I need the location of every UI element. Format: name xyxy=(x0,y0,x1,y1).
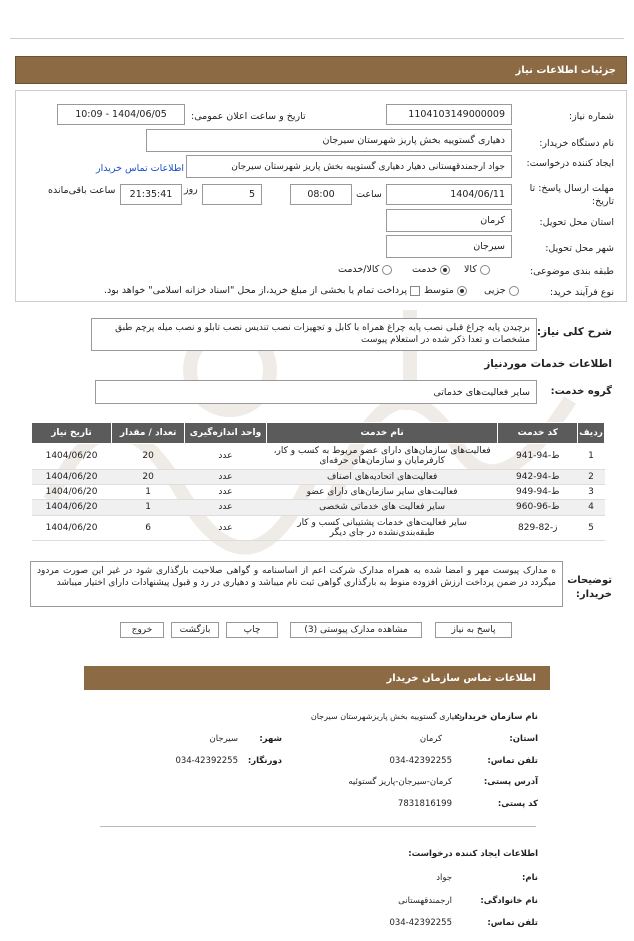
creator-phone-label: تلفن تماس: xyxy=(487,918,538,928)
cell-code: ط-94-942 xyxy=(498,469,578,484)
deadline-time-field: 08:00 xyxy=(290,184,352,205)
cell-qty: 6 xyxy=(112,515,185,541)
province-field: کرمان xyxy=(386,209,512,232)
category-label: طبقه بندی موضوعی: xyxy=(529,266,614,277)
contact-address-value: کرمان-سیرجان-پاریز گستوئیه xyxy=(348,777,452,787)
col-qty: تعداد / مقدار xyxy=(112,423,185,444)
cell-code: ط-96-960 xyxy=(498,500,578,515)
cell-name: سایر فعالیت‌های خدمات پشتیبانی کسب و کار طبقه‌بندی‌نشده در جای دیگر xyxy=(266,515,498,541)
page-header xyxy=(15,56,627,84)
contact-fax-value: 034-42392255 xyxy=(175,756,238,766)
col-unit: واحد اندازه‌گیری xyxy=(185,423,267,444)
buyer-notes-field: ه مدارک پیوست مهر و امضا شده به همراه مدارک شرکت اعم از اساسنامه و گواهی صلاحیت بارگذاری شود در غیر این صورت مردود میگردد در ضمن پرداخت ارزش افزوده منوط به بارگذاری گواهی ثبت نام میباشد و دهیاری در رد و قبول پیشنهادات دارای اختیار میباشد xyxy=(30,561,563,607)
contact-city-label: شهر: xyxy=(259,734,282,744)
cell-idx: 3 xyxy=(578,485,605,500)
services-table xyxy=(31,422,605,541)
creator-family-value: ارجمندقهستانی xyxy=(398,896,452,906)
cell-name: فعالیت‌های سازمان‌های دارای عضو مربوط به کسب و کار، کارفرمایان و سازمان‌های حرفه‌ای xyxy=(266,444,498,470)
cell-date: 1404/06/20 xyxy=(32,444,112,470)
page-title: جزئیات اطلاعات نیاز xyxy=(515,64,616,76)
process-option-minor[interactable]: جزیی xyxy=(484,285,519,296)
process-label: نوع فرآیند خرید: xyxy=(549,287,614,298)
service-group-field: سایر فعالیت‌های خدماتی xyxy=(95,380,537,404)
table-header-row xyxy=(32,423,605,444)
creator-phone-value: 034-42392255 xyxy=(389,918,452,928)
radio-goods[interactable] xyxy=(480,265,490,275)
col-code: کد خدمت xyxy=(498,423,578,444)
creator-name-label: نام: xyxy=(521,873,538,883)
table-row xyxy=(32,515,605,541)
cell-date: 1404/06/20 xyxy=(32,500,112,515)
cell-qty: 20 xyxy=(112,444,185,470)
buyer-notes-label: توضیحات خریدار: xyxy=(567,575,612,600)
buyer-org-field: دهیاری گستوییه بخش پاریز شهرستان سیرجان xyxy=(146,129,512,152)
table-row xyxy=(32,469,605,484)
top-divider xyxy=(10,38,624,39)
cell-unit: عدد xyxy=(185,469,267,484)
contact-postal-value: 7831816199 xyxy=(397,799,452,809)
back-button[interactable]: بازگشت xyxy=(171,622,219,638)
col-date: تاریخ نیاز xyxy=(32,423,112,444)
contact-divider xyxy=(100,826,536,827)
cell-idx: 1 xyxy=(578,444,605,470)
buyer-contact-link[interactable]: اطلاعات تماس خریدار xyxy=(96,163,185,174)
cell-unit: عدد xyxy=(185,444,267,470)
deadline-time-label: ساعت xyxy=(356,189,382,200)
creator-label: ایجاد کننده درخواست: xyxy=(526,158,614,169)
cell-date: 1404/06/20 xyxy=(32,515,112,541)
summary-field: برچیدن پایه چراغ قبلی نصب پایه چراغ همراه با کابل و تجهیزات نصب تندیس نصب تابلو و نصب میله پرچم طبق مشخصات و تعدا ذکر شده در استعلام پیوست xyxy=(91,318,537,351)
contact-postal-label: کد پستی: xyxy=(497,799,538,809)
city-label: شهر محل تحویل: xyxy=(545,243,614,254)
cell-idx: 5 xyxy=(578,515,605,541)
print-button[interactable]: چاپ xyxy=(226,622,278,638)
radio-both[interactable] xyxy=(382,265,392,275)
radio-service[interactable] xyxy=(440,265,450,275)
summary-label: شرح کلی نیاز: xyxy=(536,326,612,338)
creator-info-title: اطلاعات ایجاد کننده درخواست: xyxy=(408,849,538,859)
cell-code: ز-82-829 xyxy=(498,515,578,541)
remaining-field: 21:35:41 xyxy=(120,184,182,205)
creator-family-label: نام خانوادگی: xyxy=(480,896,538,906)
contact-phone-value: 034-42392255 xyxy=(389,756,452,766)
cell-unit: عدد xyxy=(185,485,267,500)
days-label: روز xyxy=(184,184,198,195)
exit-button[interactable]: خروج xyxy=(120,622,164,638)
process-option-medium[interactable]: متوسط xyxy=(424,285,467,296)
cell-idx: 2 xyxy=(578,469,605,484)
cell-unit: عدد xyxy=(185,500,267,515)
reply-button[interactable]: پاسخ به نیاز xyxy=(435,622,512,638)
deadline-date-field: 1404/06/11 xyxy=(386,184,512,205)
col-name: نام خدمت xyxy=(266,423,498,444)
deadline-label: مهلت ارسال پاسخ: تا تاریخ: xyxy=(529,183,614,207)
table-row xyxy=(32,500,605,515)
contact-org-value: دهیاری گستوییه بخش پاریزشهرستان سیرجان xyxy=(310,712,462,721)
contact-org-label: نام سازمان خریدار: xyxy=(456,712,538,722)
cell-name: فعالیت‌های اتحادیه‌های اصناف xyxy=(266,469,498,484)
cell-code: ط-94-949 xyxy=(498,485,578,500)
contact-fax-label: دورنگار: xyxy=(247,756,282,766)
cell-qty: 20 xyxy=(112,469,185,484)
radio-medium[interactable] xyxy=(457,286,467,296)
announce-field: 1404/06/05 - 10:09 xyxy=(57,104,185,125)
category-option-goods[interactable]: کالا xyxy=(464,264,490,275)
cell-code: ط-94-941 xyxy=(498,444,578,470)
cell-qty: 1 xyxy=(112,485,185,500)
contact-section-title: اطلاعات تماس سازمان خریدار xyxy=(386,672,536,684)
province-label: استان محل تحویل: xyxy=(539,217,614,228)
cell-idx: 4 xyxy=(578,500,605,515)
contact-section-header xyxy=(84,666,550,690)
table-row xyxy=(32,485,605,500)
radio-minor[interactable] xyxy=(509,286,519,296)
creator-name-value: جواد xyxy=(436,873,452,883)
buyer-org-label: نام دستگاه خریدار: xyxy=(539,138,614,149)
contact-province-value: کرمان xyxy=(419,734,442,744)
cell-name: سایر فعالیت های خدماتی شخصی xyxy=(266,500,498,515)
category-option-service[interactable]: خدمت xyxy=(412,264,450,275)
cell-date: 1404/06/20 xyxy=(32,485,112,500)
cell-name: فعالیت‌های سایر سازمان‌های دارای عضو xyxy=(266,485,498,500)
city-field: سیرجان xyxy=(386,235,512,258)
services-section-title: اطلاعات خدمات موردنیاز xyxy=(484,358,612,370)
contact-city-value: سیرجان xyxy=(209,734,238,744)
creator-field: جواد ارجمندقهستانی دهیار دهیاری گستوییه بخش پاریز شهرستان سیرجان xyxy=(186,155,512,178)
treasury-checkbox[interactable] xyxy=(410,286,420,296)
category-option-both[interactable]: کالا/خدمت xyxy=(338,264,392,275)
treasury-option[interactable]: پرداخت تمام یا بخشی از مبلغ خرید،از محل "اسناد خزانه اسلامی" خواهد بود. xyxy=(52,285,420,296)
contact-phone-label: تلفن تماس: xyxy=(487,756,538,766)
announce-label: تاریخ و ساعت اعلان عمومی: xyxy=(191,111,306,122)
contact-address-label: آدرس پستی: xyxy=(483,777,538,787)
cell-date: 1404/06/20 xyxy=(32,469,112,484)
cell-unit: عدد xyxy=(185,515,267,541)
cell-qty: 1 xyxy=(112,500,185,515)
need-number-label: شماره نیاز: xyxy=(568,111,614,122)
need-number-field: 1104103149000009 xyxy=(386,104,512,125)
remaining-label: ساعت باقی‌مانده xyxy=(48,185,116,196)
table-row xyxy=(32,444,605,470)
days-field: 5 xyxy=(202,184,262,205)
view-attachments-button[interactable]: مشاهده مدارک پیوستی (3) xyxy=(290,622,422,638)
service-group-label: گروه خدمت: xyxy=(550,386,612,397)
contact-province-label: استان: xyxy=(509,734,538,744)
col-idx: ردیف xyxy=(578,423,605,444)
